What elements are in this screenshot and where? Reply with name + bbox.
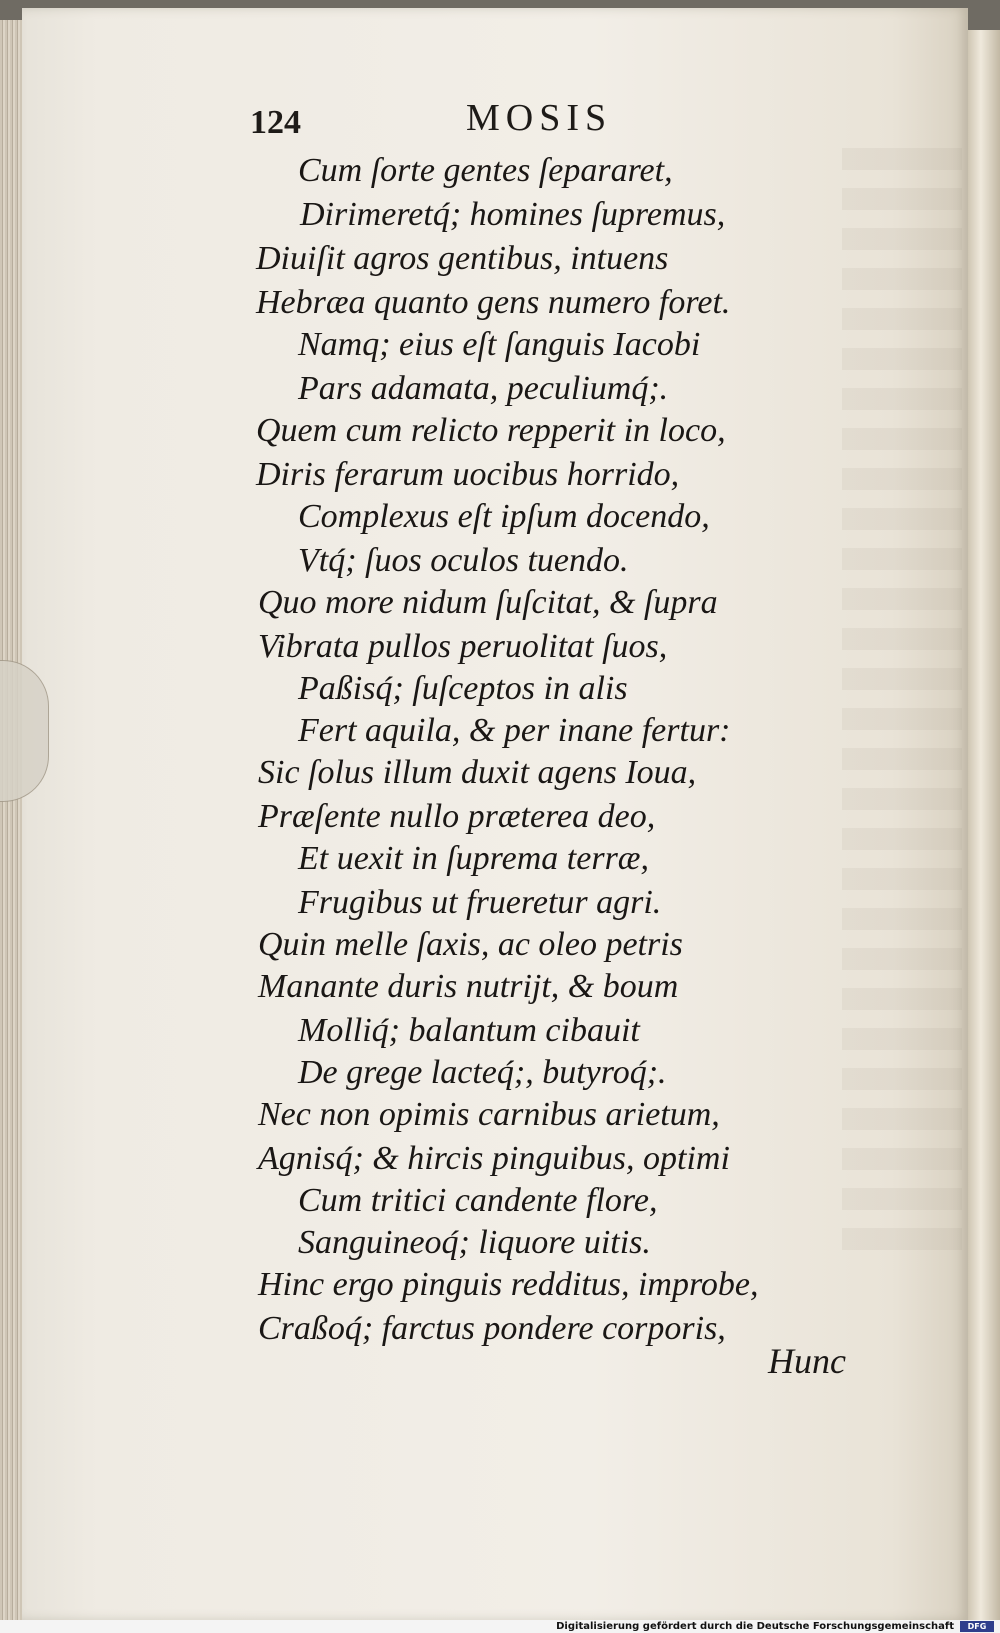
catchword: Hunc	[768, 1341, 846, 1381]
running-head: MOSIS	[466, 97, 613, 139]
verse-line: Hebræa quanto gens numero foret.	[256, 284, 731, 321]
dfg-logo: DFG	[960, 1621, 994, 1632]
show-through	[842, 148, 962, 1268]
verse-line: Fert aquila, & per inane fertur:	[298, 712, 731, 749]
verse-line: Craßoq́; farctus pondere corporis,	[258, 1310, 726, 1347]
verse-line: Pars adamata, peculiumq́;.	[298, 370, 669, 407]
verse-line: Sic ſolus illum duxit agens Ioua,	[258, 754, 697, 791]
verse-line: Cum tritici candente flore,	[298, 1182, 658, 1219]
footer-credit: Digitalisierung gefördert durch die Deutsche Forschungsgemeinschaft	[556, 1621, 954, 1632]
verse-line: Frugibus ut frueretur agri.	[298, 884, 662, 921]
verse-line: Præſente nullo præterea deo,	[258, 798, 656, 835]
page-edge-right	[968, 30, 1000, 1620]
verse-line: Vtq́; ſuos oculos tuendo.	[298, 542, 629, 579]
verse-line: Manante duris nutrijt, & boum	[258, 968, 679, 1005]
verse-line: Diris ferarum uocibus horrido,	[256, 456, 680, 493]
verse-line: Complexus eſt ipſum docendo,	[298, 498, 710, 535]
verse-line: Agnisq́; & hircis pinguibus, optimi	[258, 1140, 730, 1177]
verse-line: Namq; eius eſt ſanguis Iacobi	[298, 326, 701, 363]
bookmark-tab	[0, 660, 49, 802]
verse-line: De grege lacteq́;, butyroq́;.	[298, 1054, 667, 1091]
verse-line: Vibrata pullos peruolitat ſuos,	[258, 628, 668, 665]
verse-line: Nec non opimis carnibus arietum,	[258, 1096, 720, 1133]
digitization-footer	[0, 1620, 1000, 1633]
verse-line: Sanguineoq́; liquore uitis.	[298, 1224, 651, 1261]
verse-line: Quin melle ſaxis, ac oleo petris	[258, 926, 683, 963]
page-stack-left	[0, 20, 23, 1620]
verse-line: Diuiſit agros gentibus, intuens	[256, 240, 669, 277]
verse-line: Quo more nidum ſuſcitat, & ſupra	[258, 584, 718, 621]
verse-line: Et uexit in ſuprema terræ,	[298, 840, 649, 877]
verse-line: Quem cum relicto repperit in loco,	[256, 412, 726, 449]
verse-line: Paßisq́; ſuſceptos in alis	[298, 670, 628, 707]
verse-line: Dirimeretq́; homines ſupremus,	[300, 196, 726, 233]
verse-line: Cum ſorte gentes ſepararet,	[298, 152, 673, 189]
page-number: 124	[250, 104, 301, 141]
verse-line: Molliq́; balantum cibauit	[298, 1012, 640, 1049]
verse-line: Hinc ergo pinguis redditus, improbe,	[258, 1266, 759, 1303]
